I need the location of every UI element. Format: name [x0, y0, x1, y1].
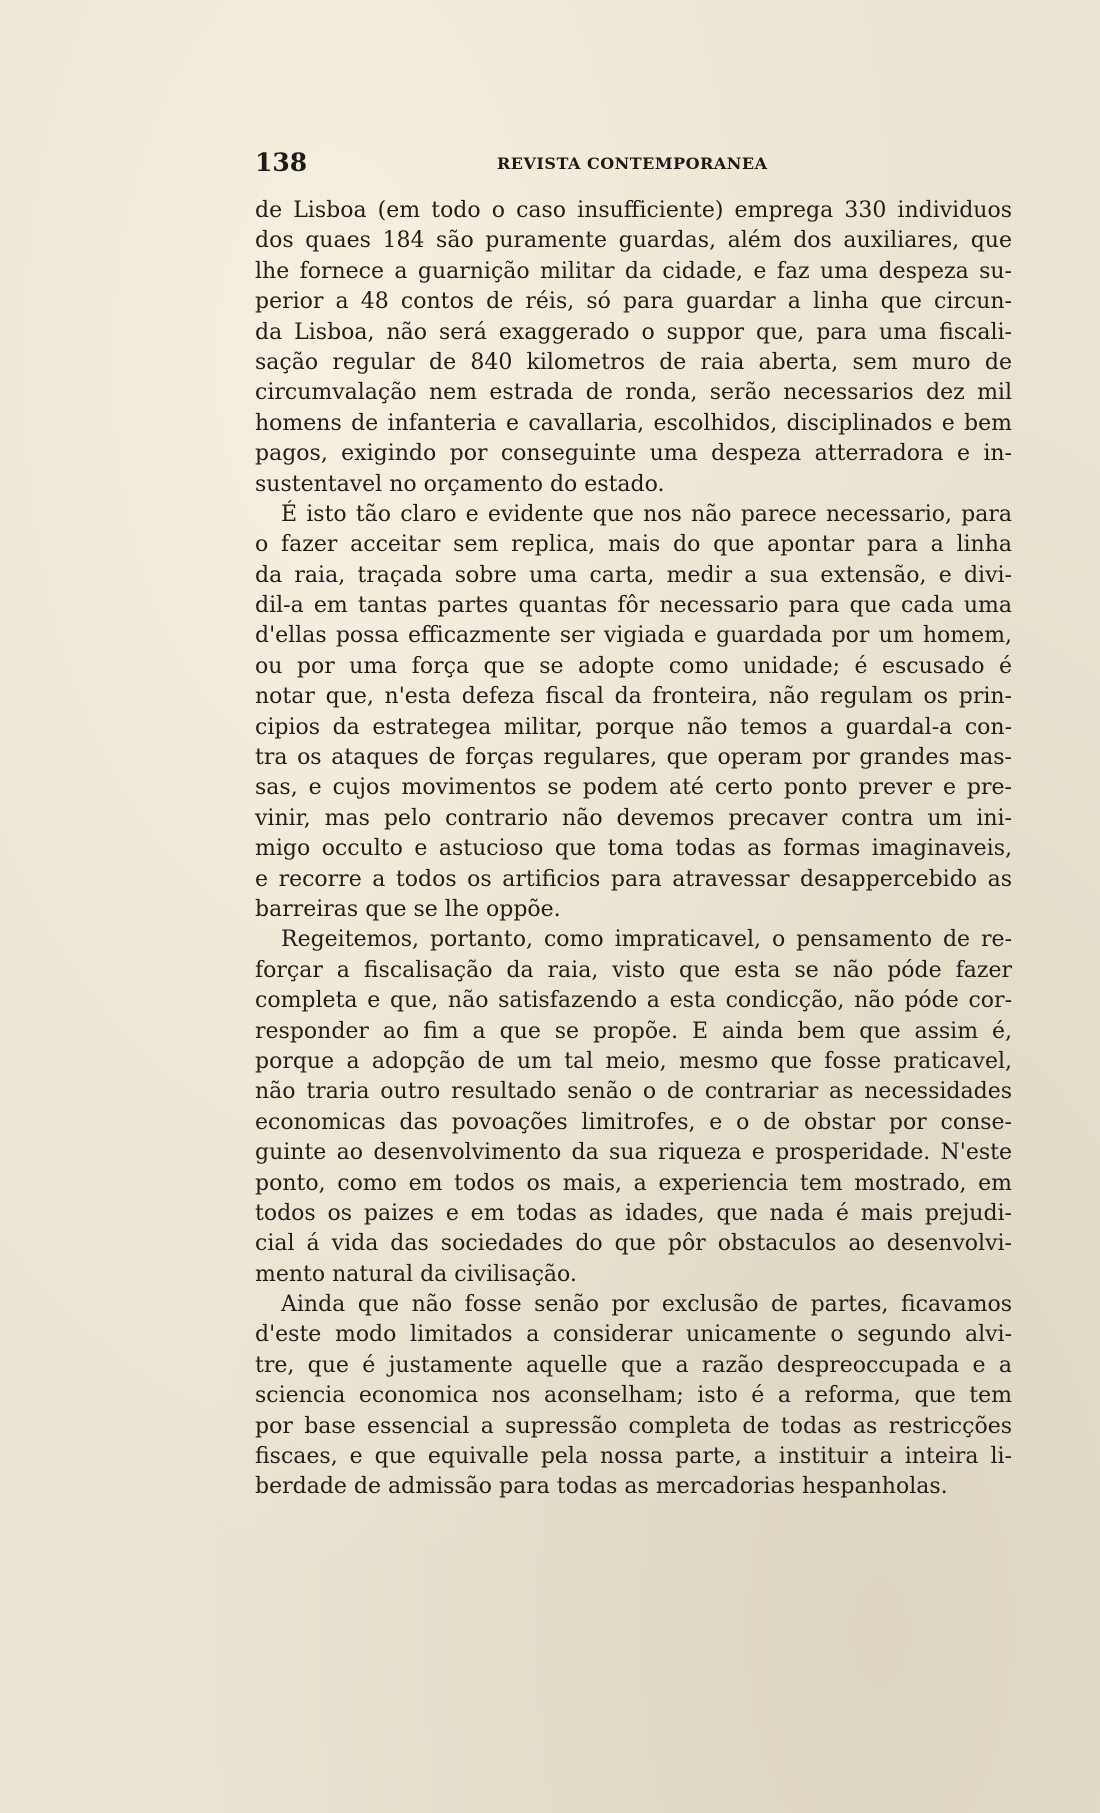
text-line: barreiras que se lhe oppõe. [255, 896, 561, 922]
text-line: sação regular de 840 kilometros de raia aberta, sem muro de [255, 349, 1012, 375]
text-line: da raia, traçada sobre uma carta, medir a sua extensão, e divi- [255, 562, 1012, 588]
text-line: d'ellas possa efficazmente ser vigiada e guardada por um homem, [255, 623, 1012, 649]
text-line: fiscaes, e que equivalle pela nossa parte, a instituir a inteira li- [255, 1444, 1012, 1470]
text-line: notar que, n'esta defeza fiscal da fronteira, não regulam os prin- [255, 684, 1012, 710]
text-line: sustentavel no orçamento do estado. [255, 471, 665, 497]
text-line: Ainda que não fosse senão por exclusão de partes, ficavamos [281, 1292, 1012, 1318]
text-line: migo occulto e astucioso que toma todas as formas imaginaveis, [255, 836, 1012, 862]
text-line: forçar a fiscalisação da raia, visto que esta se não póde fazer [255, 957, 1012, 983]
text-line: todos os paizes e em todas as idades, que nada é mais prejudi- [255, 1200, 1012, 1226]
text-line: sas, e cujos movimentos se podem até certo ponto prever e pre- [255, 775, 1012, 801]
text-line: homens de infanteria e cavallaria, escolhidos, disciplinados e bem [255, 410, 1012, 436]
text-line: e recorre a todos os artificios para atravessar desappercebido as [255, 866, 1012, 892]
text-line: ponto, como em todos os mais, a experiencia tem mostrado, em [255, 1170, 1012, 1196]
text-line: porque a adopção de um tal meio, mesmo que fosse praticavel, [255, 1048, 1012, 1074]
text-line: ou por uma força que se adopte como unidade; é escusado é [255, 653, 1012, 679]
running-head: REVISTA CONTEMPORANEA [497, 154, 768, 173]
body-text [255, 196, 1012, 1503]
text-line: d'este modo limitados a considerar unicamente o segundo alvi- [255, 1322, 1012, 1348]
text-line: lhe fornece a guarnição militar da cidade, e faz uma despeza su- [255, 258, 1012, 284]
text-line: guinte ao desenvolvimento da sua riqueza e prosperidade. N'este [255, 1140, 1012, 1166]
text-line: por base essencial a supressão completa de todas as restricções [255, 1413, 1012, 1439]
text-line: cial á vida das sociedades do que pôr obstaculos ao desenvolvi- [255, 1231, 1012, 1257]
text-line: pagos, exigindo por conseguinte uma despeza atterradora e in- [255, 441, 1012, 467]
text-line: responder ao fim a que se propõe. E ainda bem que assim é, [255, 1018, 1012, 1044]
text-line: sciencia economica nos aconselham; isto é a reforma, que tem [255, 1383, 1012, 1409]
text-line: completa e que, não satisfazendo a esta condicção, não póde cor- [255, 988, 1012, 1014]
text-line: tra os ataques de forças regulares, que operam por grandes mas- [255, 745, 1012, 771]
text-line: Regeitemos, portanto, como impraticavel, o pensamento de re- [281, 927, 1012, 953]
text-line: dil-a em tantas partes quantas fôr necessario para que cada uma [255, 593, 1012, 619]
text-line: economicas das povoações limitrofes, e o de obstar por conse- [255, 1109, 1012, 1135]
text-line: dos quaes 184 são puramente guardas, além dos auxiliares, que [255, 228, 1012, 254]
text-line: de Lisboa (em todo o caso insufficiente) emprega 330 individuos [255, 198, 1012, 223]
text-line: perior a 48 contos de réis, só para guardar a linha que circun- [255, 289, 1012, 315]
text-line: É isto tão claro e evidente que nos não parece necessario, para [281, 501, 1012, 527]
text-line: berdade de admissão para todas as mercadorias hespanholas. [255, 1474, 948, 1500]
text-line: vinir, mas pelo contrario não devemos precaver contra um ini- [255, 805, 1012, 831]
text-line: o fazer acceitar sem replica, mais do que apontar para a linha [255, 532, 1012, 558]
text-line: não traria outro resultado senão o de contrariar as necessidades [255, 1079, 1012, 1105]
text-line: cipios da estrategea militar, porque não temos a guardal-a con- [255, 714, 1012, 740]
text-line: mento natural da civilisação. [255, 1261, 577, 1287]
text-line: da Lisboa, não será exaggerado o suppor que, para uma fiscali- [255, 319, 1012, 345]
page-header [255, 148, 1012, 180]
text-line: tre, que é justamente aquelle que a razão despreoccupada e a [255, 1352, 1012, 1378]
page-number: 138 [255, 148, 308, 177]
text-line: circumvalação nem estrada de ronda, serão necessarios dez mil [255, 380, 1012, 406]
